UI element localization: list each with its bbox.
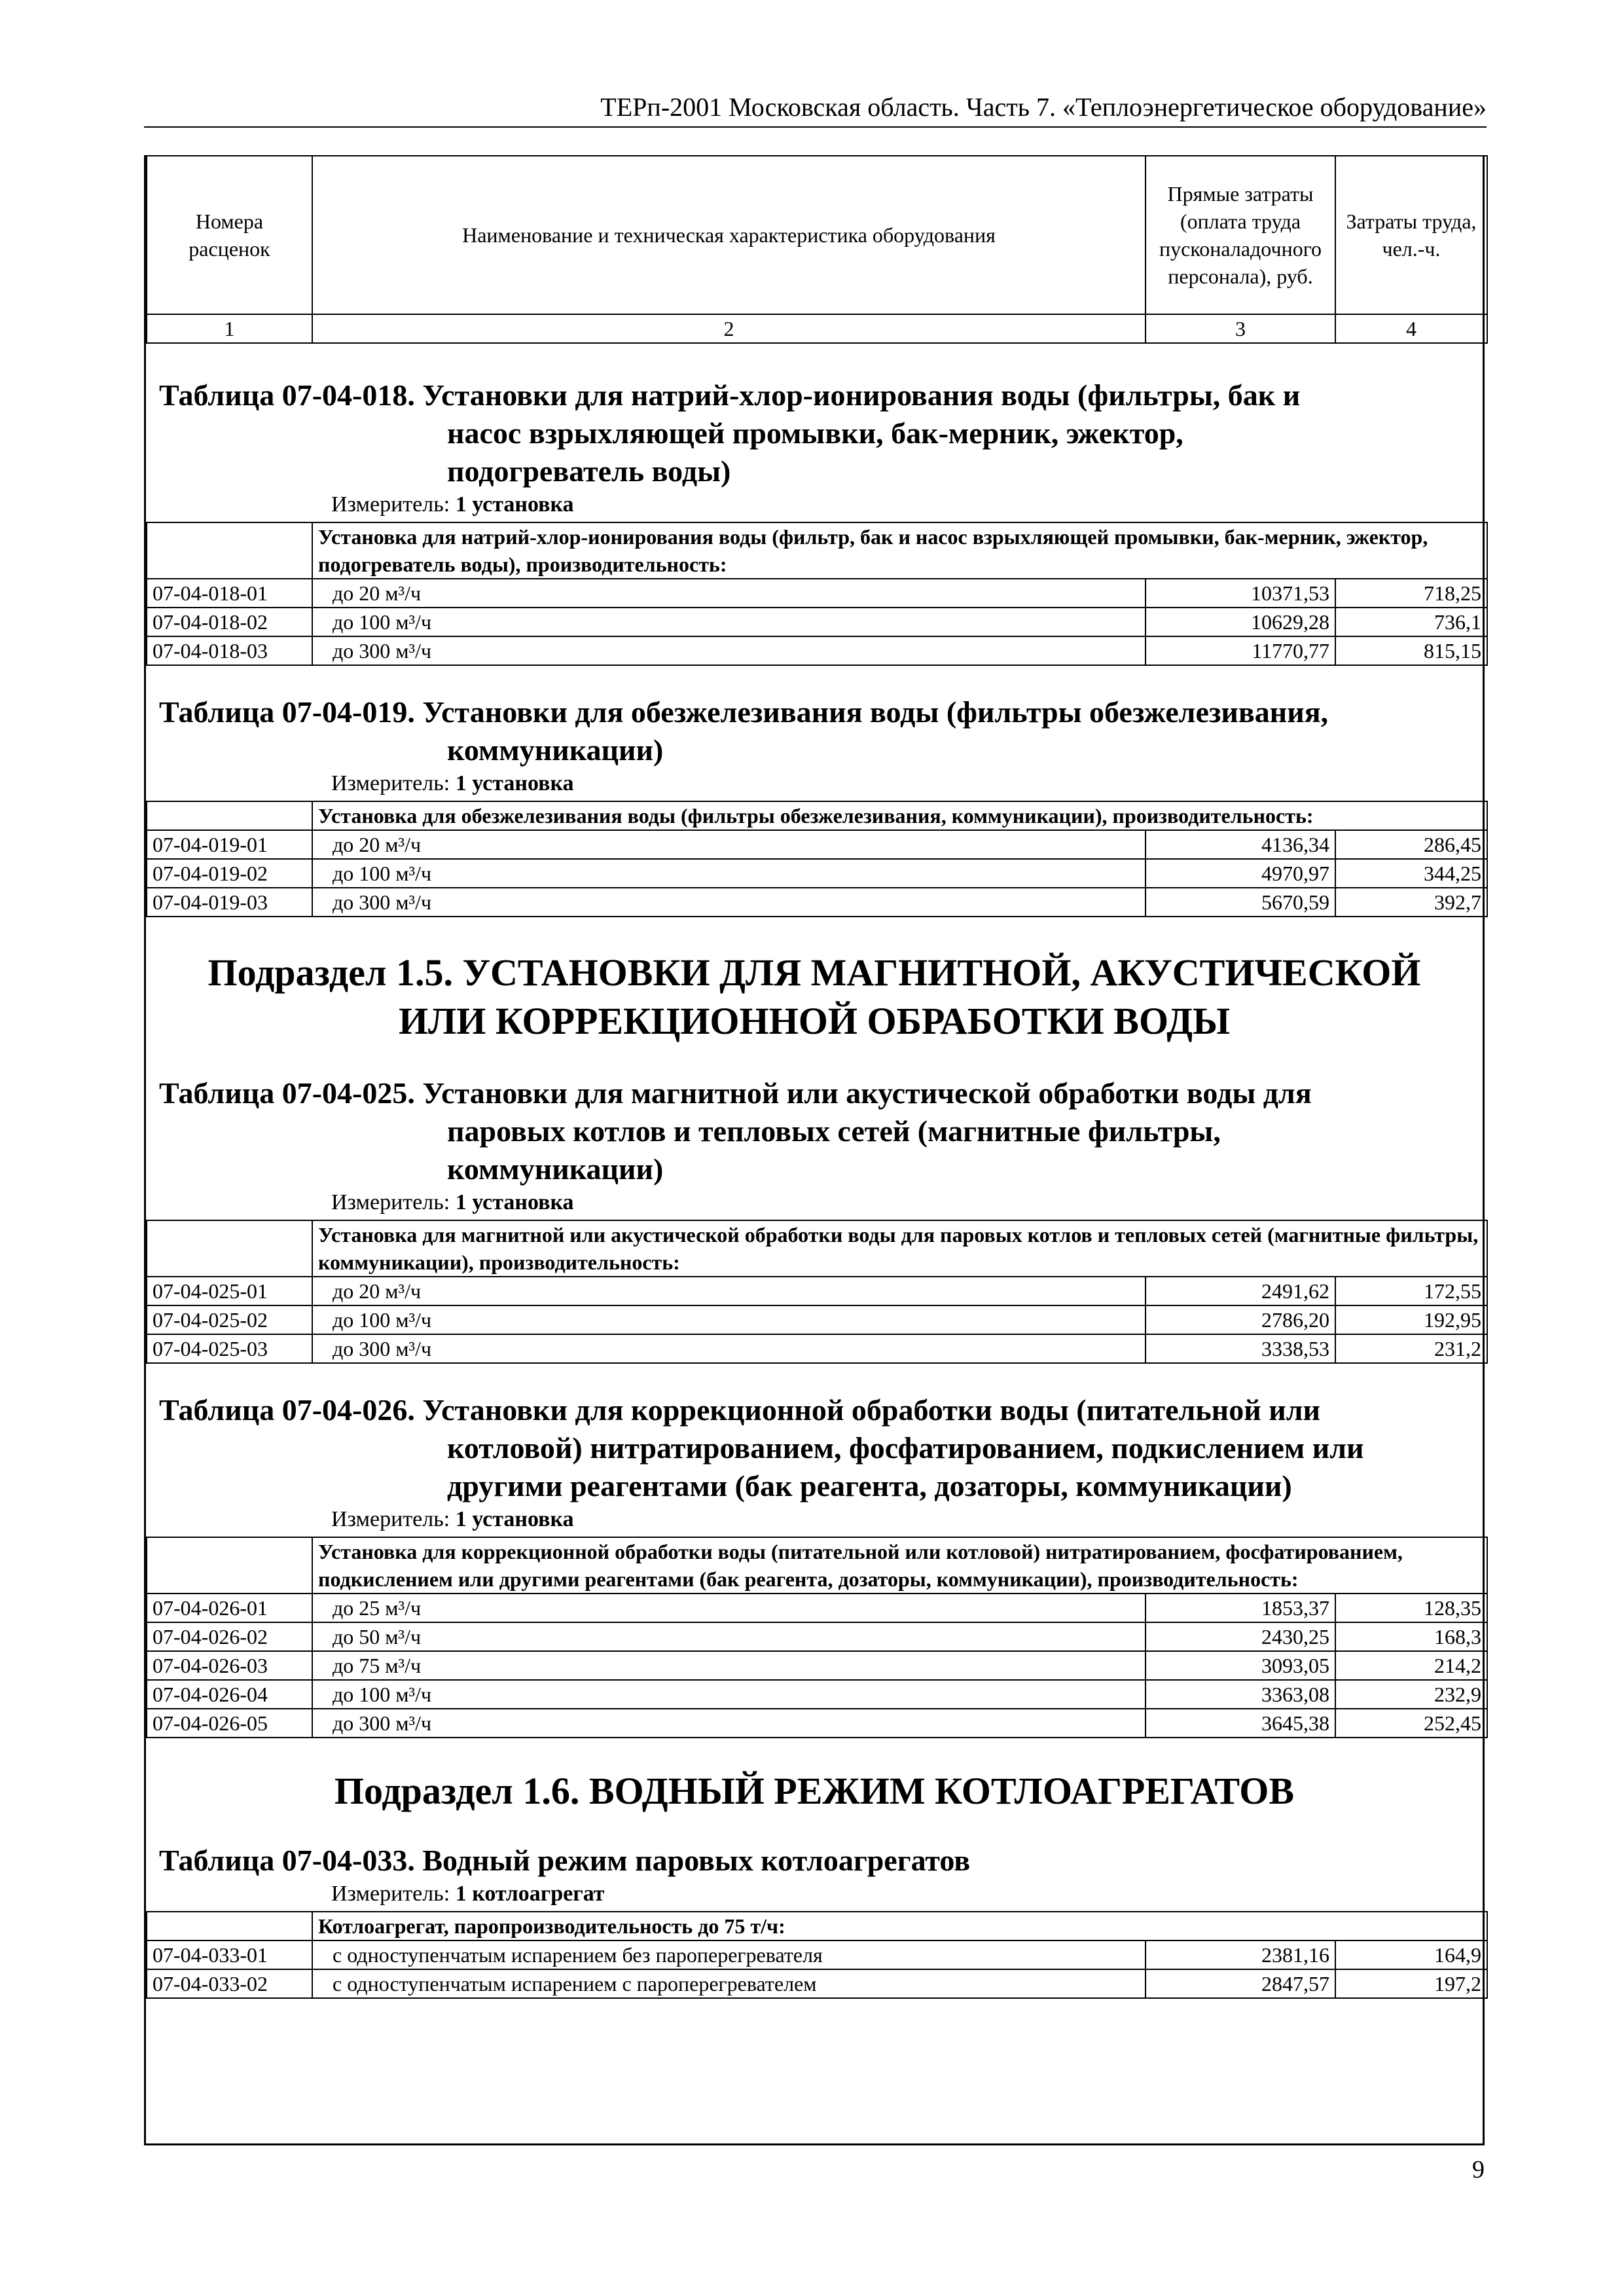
table-row [147, 608, 1487, 636]
table-row [147, 859, 1487, 888]
rate-code-cell: 07-04-019-02 [147, 859, 312, 888]
rate-labor-cell: 232,9 [1335, 1680, 1487, 1709]
col-num-3: 3 [1146, 314, 1335, 343]
rate-labor-cell: 231,2 [1335, 1334, 1487, 1363]
rate-cost-cell: 1853,37 [1146, 1594, 1335, 1622]
rate-labor-cell: 172,55 [1335, 1277, 1487, 1305]
table-025-meter: Измеритель: 1 установка [331, 1190, 574, 1214]
table-026-rows [146, 1537, 1488, 1738]
table-row [147, 830, 1487, 859]
column-header-table [146, 155, 1488, 344]
rate-cost-cell: 10371,53 [1146, 579, 1335, 608]
rate-cost-cell: 3363,08 [1146, 1680, 1335, 1709]
rate-cost-cell: 3338,53 [1146, 1334, 1335, 1363]
rate-cost-cell: 3093,05 [1146, 1651, 1335, 1680]
col-num-1: 1 [147, 314, 312, 343]
col-num-2: 2 [312, 314, 1146, 343]
document-frame [144, 155, 1485, 2145]
rate-code-cell: 07-04-019-01 [147, 830, 312, 859]
table-033-group: Котлоагрегат, паропроизводительность до 75 т/ч: [312, 1912, 1487, 1941]
table-025-title: Таблица 07-04-025. Установки для магнитной или акустической обработки воды для паровых котлов и тепловых сетей (магнитные фильтры, коммуникации) [159, 1076, 1312, 1186]
table-019-meter: Измеритель: 1 установка [331, 771, 574, 795]
table-019-group: Установка для обезжелезивания воды (фильтры обезжелезивания, коммуникации), производительность: [312, 801, 1487, 830]
col-header-labor: Затраты труда, чел.-ч. [1335, 156, 1487, 314]
table-row [147, 1680, 1487, 1709]
rate-name-cell: до 20 м³/ч [312, 1277, 1146, 1305]
table-033-section [146, 1815, 1483, 1999]
rate-name-cell: до 300 м³/ч [312, 1334, 1146, 1363]
table-019-section [146, 666, 1483, 917]
table-026-meter: Измеритель: 1 установка [331, 1507, 574, 1531]
table-row [147, 1594, 1487, 1622]
table-row [147, 1969, 1487, 1998]
table-026-group: Установка для коррекционной обработки воды (питательной или котловой) нитратированием, фосфатированием, подкислением или другими реагентами (бак реагента, дозаторы, коммуникации), производительность: [312, 1537, 1487, 1594]
table-033-rows [146, 1911, 1488, 1999]
subsection-1-5-heading: Подраздел 1.5. УСТАНОВКИ ДЛЯ МАГНИТНОЙ, АКУСТИЧЕСКОЙ ИЛИ КОРРЕКЦИОННОЙ ОБРАБОТКИ ВОДЫ [208, 951, 1421, 1042]
table-row [147, 579, 1487, 608]
col-header-name: Наименование и техническая характеристика оборудования [312, 156, 1146, 314]
rate-code-cell: 07-04-026-03 [147, 1651, 312, 1680]
table-row [147, 1651, 1487, 1680]
rate-code-cell: 07-04-025-02 [147, 1305, 312, 1334]
rate-name-cell: с одноступенчатым испарением без пароперегревателя [312, 1941, 1146, 1969]
rate-labor-cell: 392,7 [1335, 888, 1487, 917]
rate-name-cell: до 100 м³/ч [312, 859, 1146, 888]
rate-labor-cell: 197,2 [1335, 1969, 1487, 1998]
running-header: ТЕРп-2001 Московская область. Часть 7. «Теплоэнергетическое оборудование» [144, 92, 1487, 128]
rate-name-cell: до 300 м³/ч [312, 1709, 1146, 1738]
table-025-group: Установка для магнитной или акустической обработки воды для паровых котлов и тепловых сетей (магнитные фильтры, коммуникации), производительность: [312, 1220, 1487, 1277]
rate-code-cell: 07-04-026-04 [147, 1680, 312, 1709]
rate-code-cell: 07-04-026-05 [147, 1709, 312, 1738]
col-num-4: 4 [1335, 314, 1487, 343]
rate-code-cell: 07-04-026-02 [147, 1622, 312, 1651]
col-header-codes: Номера расценок [147, 156, 312, 314]
rate-labor-cell: 286,45 [1335, 830, 1487, 859]
rate-labor-cell: 344,25 [1335, 859, 1487, 888]
rate-name-cell: с одноступенчатым испарением с пароперегревателем [312, 1969, 1146, 1998]
rate-cost-cell: 11770,77 [1146, 636, 1335, 665]
table-026-section [146, 1364, 1483, 1738]
rate-cost-cell: 10629,28 [1146, 608, 1335, 636]
table-018-section [146, 344, 1483, 666]
table-018-rows [146, 522, 1488, 666]
rate-labor-cell: 815,15 [1335, 636, 1487, 665]
table-018-title: Таблица 07-04-018. Установки для натрий-хлор-ионирования воды (фильтры, бак и насос взрыхляющей промывки, бак-мерник, эжектор, подогреватель воды) [159, 378, 1301, 488]
table-row [147, 1622, 1487, 1651]
table-025-section [146, 1046, 1483, 1364]
col-header-cost: Прямые затраты (оплата труда пусконаладочного персонала), руб. [1146, 156, 1335, 314]
rate-cost-cell: 3645,38 [1146, 1709, 1335, 1738]
rate-name-cell: до 300 м³/ч [312, 636, 1146, 665]
table-row [147, 1334, 1487, 1363]
rate-labor-cell: 128,35 [1335, 1594, 1487, 1622]
rate-labor-cell: 252,45 [1335, 1709, 1487, 1738]
table-019-title: Таблица 07-04-019. Установки для обезжелезивания воды (фильтры обезжелезивания, коммуникации) [159, 695, 1329, 767]
rate-labor-cell: 214,2 [1335, 1651, 1487, 1680]
rate-cost-cell: 2847,57 [1146, 1969, 1335, 1998]
rate-code-cell: 07-04-026-01 [147, 1594, 312, 1622]
rate-cost-cell: 2430,25 [1146, 1622, 1335, 1651]
table-row [147, 1277, 1487, 1305]
table-row [147, 636, 1487, 665]
table-019-rows [146, 801, 1488, 917]
rate-code-cell: 07-04-025-03 [147, 1334, 312, 1363]
rate-name-cell: до 20 м³/ч [312, 830, 1146, 859]
rate-code-cell: 07-04-019-03 [147, 888, 312, 917]
rate-cost-cell: 2381,16 [1146, 1941, 1335, 1969]
rate-cost-cell: 4136,34 [1146, 830, 1335, 859]
rate-code-cell: 07-04-018-02 [147, 608, 312, 636]
rate-name-cell: до 300 м³/ч [312, 888, 1146, 917]
rate-code-cell: 07-04-025-01 [147, 1277, 312, 1305]
rate-labor-cell: 718,25 [1335, 579, 1487, 608]
rate-code-cell: 07-04-033-01 [147, 1941, 312, 1969]
rate-code-cell: 07-04-033-02 [147, 1969, 312, 1998]
table-row [147, 1305, 1487, 1334]
table-026-title: Таблица 07-04-026. Установки для коррекционной обработки воды (питательной или котловой) нитратированием, фосфатированием, подкислением или другими реагентами (бак реагента, дозаторы, коммуникации) [159, 1393, 1364, 1503]
rate-name-cell: до 25 м³/ч [312, 1594, 1146, 1622]
table-025-rows [146, 1220, 1488, 1364]
table-row [147, 1941, 1487, 1969]
rate-name-cell: до 20 м³/ч [312, 579, 1146, 608]
rate-code-cell: 07-04-018-01 [147, 579, 312, 608]
rate-cost-cell: 2786,20 [1146, 1305, 1335, 1334]
rate-labor-cell: 192,95 [1335, 1305, 1487, 1334]
rate-code-cell: 07-04-018-03 [147, 636, 312, 665]
table-018-meter: Измеритель: 1 установка [331, 492, 574, 517]
rate-labor-cell: 736,1 [1335, 608, 1487, 636]
rate-name-cell: до 100 м³/ч [312, 1305, 1146, 1334]
rate-name-cell: до 50 м³/ч [312, 1622, 1146, 1651]
rate-cost-cell: 2491,62 [1146, 1277, 1335, 1305]
rate-labor-cell: 168,3 [1335, 1622, 1487, 1651]
page-number: 9 [1472, 2156, 1485, 2183]
table-row [147, 1709, 1487, 1738]
table-033-title: Таблица 07-04-033. Водный режим паровых котлоагрегатов [159, 1844, 971, 1877]
rate-cost-cell: 4970,97 [1146, 859, 1335, 888]
rate-cost-cell: 5670,59 [1146, 888, 1335, 917]
table-row [147, 888, 1487, 917]
rate-name-cell: до 75 м³/ч [312, 1651, 1146, 1680]
subsection-1-6-heading: Подраздел 1.6. ВОДНЫЙ РЕЖИМ КОТЛОАГРЕГАТОВ [334, 1770, 1295, 1812]
rate-labor-cell: 164,9 [1335, 1941, 1487, 1969]
rate-name-cell: до 100 м³/ч [312, 1680, 1146, 1709]
table-033-meter: Измеритель: 1 котлоагрегат [331, 1882, 605, 1906]
table-018-group: Установка для натрий-хлор-ионирования воды (фильтр, бак и насос взрыхляющей промывки, бак-мерник, эжектор, подогреватель воды), производительность: [312, 522, 1487, 579]
rate-name-cell: до 100 м³/ч [312, 608, 1146, 636]
